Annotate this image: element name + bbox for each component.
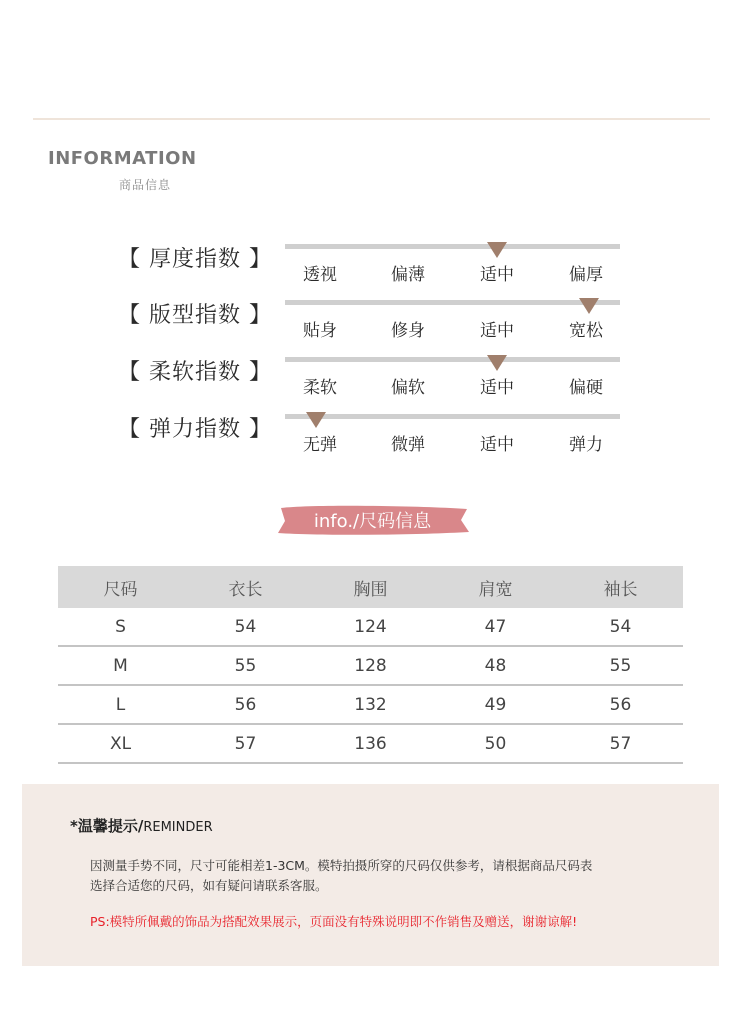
size-info-banner-text: info./尺码信息 [313, 511, 432, 532]
top-divider [33, 118, 710, 120]
table-cell: 47 [433, 608, 558, 646]
size-info-banner [275, 504, 470, 536]
index-option: 宽松 [569, 321, 603, 341]
index-label: 【 版型指数 】 [118, 303, 272, 328]
table-row [58, 724, 683, 763]
index-bar [285, 244, 620, 249]
index-option: 修身 [391, 321, 425, 341]
table-cell: 55 [558, 646, 683, 685]
index-row-softness [0, 355, 750, 405]
index-option: 微弹 [391, 435, 425, 455]
header-cell: 袖长 [558, 566, 683, 608]
index-row-elasticity [0, 412, 750, 462]
index-option: 适中 [480, 378, 514, 398]
index-marker [487, 242, 507, 258]
reminder-title-zh: *温馨提示/ [70, 817, 144, 835]
index-option: 柔软 [303, 378, 337, 398]
index-option: 适中 [480, 265, 514, 285]
reminder-title-en: REMINDER [143, 820, 213, 835]
index-label: 【 弹力指数 】 [118, 417, 272, 442]
index-option: 贴身 [303, 321, 337, 341]
index-bar [285, 300, 620, 305]
index-option: 透视 [303, 265, 337, 285]
index-option: 偏薄 [391, 265, 425, 285]
size-table [58, 566, 683, 764]
index-marker [306, 412, 326, 428]
index-option: 偏软 [391, 378, 425, 398]
info-title: INFORMATION [48, 148, 197, 169]
table-row [58, 646, 683, 685]
reminder-ps: PS:模特所佩戴的饰品为搭配效果展示，页面没有特殊说明即不作销售及赠送，谢谢谅解! [90, 914, 578, 929]
index-marker [579, 298, 599, 314]
table-cell: 57 [558, 724, 683, 763]
table-cell: L [58, 685, 183, 724]
index-label: 【 柔软指数 】 [118, 360, 272, 385]
table-cell: 49 [433, 685, 558, 724]
header-cell: 衣长 [183, 566, 308, 608]
header-cell: 肩宽 [433, 566, 558, 608]
table-cell: M [58, 646, 183, 685]
header-cell: 尺码 [58, 566, 183, 608]
table-row [58, 685, 683, 724]
table-cell: 50 [433, 724, 558, 763]
table-cell: 54 [558, 608, 683, 646]
table-cell: 57 [183, 724, 308, 763]
table-cell: 132 [308, 685, 433, 724]
table-cell: 48 [433, 646, 558, 685]
reminder-line: 选择合适您的尺码，如有疑问请联系客服。 [90, 878, 328, 893]
table-cell: 128 [308, 646, 433, 685]
table-cell: XL [58, 724, 183, 763]
index-bar [285, 357, 620, 362]
index-option: 适中 [480, 435, 514, 455]
index-marker [487, 355, 507, 371]
table-row [58, 608, 683, 646]
table-cell: S [58, 608, 183, 646]
table-cell: 54 [183, 608, 308, 646]
index-option: 偏硬 [569, 378, 603, 398]
index-row-thickness [0, 242, 750, 292]
info-subtitle: 商品信息 [119, 178, 172, 192]
table-cell: 56 [183, 685, 308, 724]
table-cell: 55 [183, 646, 308, 685]
index-option: 适中 [480, 321, 514, 341]
index-label: 【 厚度指数 】 [118, 247, 272, 272]
index-option: 无弹 [303, 435, 337, 455]
reminder-body [90, 856, 690, 896]
index-bar [285, 414, 620, 419]
index-option: 偏厚 [569, 265, 603, 285]
index-row-fit [0, 298, 750, 348]
table-cell: 56 [558, 685, 683, 724]
reminder-box [22, 784, 719, 966]
reminder-title [70, 815, 213, 836]
reminder-line: 因测量手势不同，尺寸可能相差1-3CM。模特拍摄所穿的尺码仅供参考，请根据商品尺码表 [90, 858, 593, 873]
size-table-header [58, 566, 683, 608]
table-cell: 136 [308, 724, 433, 763]
index-option: 弹力 [569, 435, 603, 455]
header-cell: 胸围 [308, 566, 433, 608]
table-cell: 124 [308, 608, 433, 646]
